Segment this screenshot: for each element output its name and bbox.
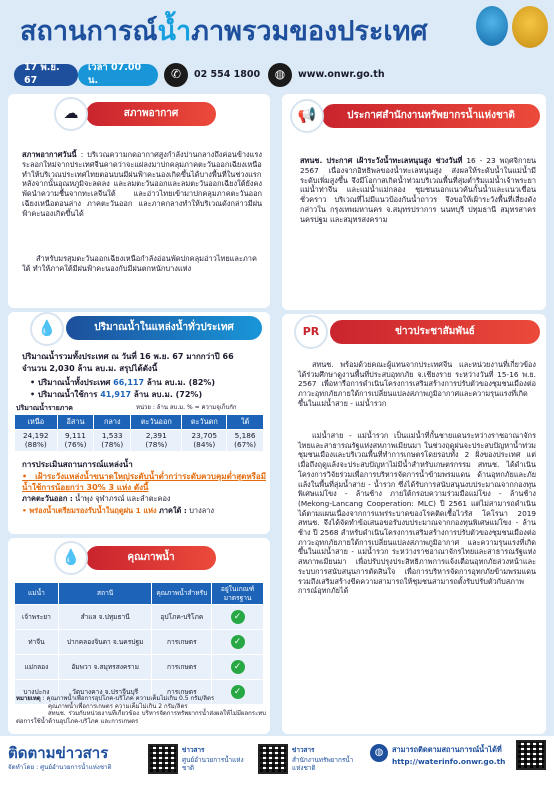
water-summary-line2: จำนวน 2,030 ล้าน ลบ.ม. สรุปได้ดังนี้ [22, 364, 158, 373]
quality-river-cell: แม่กลอง [15, 655, 59, 680]
globe-icon: ◍ [268, 63, 292, 87]
col-station: สถานี [58, 583, 152, 605]
usable-water-line: • ปริมาณน้ำใช้การ 41,917 ล้าน ลบ.ม. (72%) [30, 390, 203, 399]
quality-station-cell: สำแล จ.ปทุมธานี [58, 605, 152, 630]
qr2-label: ข่าวสาร [292, 746, 315, 754]
region-header: กลาง [94, 415, 131, 430]
region-header: ใต้ [227, 415, 264, 430]
check-icon: ✓ [231, 685, 245, 699]
government-seal-logo [512, 6, 548, 48]
weather-card [8, 94, 270, 308]
quality-status-cell [212, 655, 264, 680]
megaphone-icon: 📢 [290, 99, 324, 133]
news-para2: แม่น้ำสาย - แม่น้ำรวก เป็นแม่น้ำที่กั้นชายแดนระหว่างราชอาณาจักรไทยและสาธารณรัฐแห่งสหภาพเมียนมา ในช่วงฤดูฝนจะประสบปัญหาน้ำท่วมชุมชนเมืองและบริเวณพื้นที่ทำการเกษตรโดยรอบทั้ง 2 ฝั่งของประเทศ แต่เมื่อถึงฤดูแล้งจะประสบปัญหาไม่มีน้ำสำหรับเกษตรกรรม สทนช. ได้ดำเนินโครงการวิจัยร่วมเพื่อการบริหารจัดการน้ำข้ามพรมแดน ด้านอุทกภัยและภัยแล้งในพื้นที่ลุ่มน้ำสาย - น้ำรวก ซึ่งได้รับการสนับสนุนงบประมาณจากกองทุนพิเศษแม่โขง - ล้านช้าง ภายใต้กรอบความร่วมมือแม่โขง - ล้านช้าง (Mekong-Lancang Cooperation: MLC) ปี 2561 แต่ไม่สามารถดำเนินได้ตามแผนเนื่องจากการแพร่ระบาดของโรคติดเชื้อไวรัส โคโรนา 2019 สทนช. จึงได้จัดทำข้อเสนอขอรับงบประมาณจากกองทุนพิเศษแม่โขง - ล้านช้าง ปี 2568 สำหรับดำเนินโครงการเสริมสร้างการปรับตัวของชุมชนเมืองต่อภาวะอุทกภัยภายใต้การเปลี่ยนแปลงสภาพภูมิอากาศ และความรุนแรงที่เกิดขึ้นในแม่น้ำสาย - แม่น้ำรวก ระหว่างราชอาณาจักรไทยและสาธารณรัฐแห่งสหภาพเมียนมา เพื่อปรับปรุงประสิทธิภาพการแจ้งเตือนอุทกภัยล่วงหน้าและระบบการสนับสนุนการตัดสินใจ เพื่อการบริหารจัดการอุทกภัยข้ามพรมแดน รวมถึงเสริมสร้างขีดความสามารถให้ชุมชนสามารถตั้งรับปรับตัวกับสภาพการณ์อุทกภัยได้ [298, 431, 536, 596]
page-title: สถานการณ์น้ำภาพรวมของประเทศ [20, 16, 428, 47]
quality-status-cell [212, 630, 264, 655]
water-volume-heading: ปริมาณน้ำในแหล่งน้ำทั่วประเทศ [66, 316, 262, 340]
table-row [15, 605, 264, 630]
quality-river-cell: ท่าจีน [15, 630, 59, 655]
quality-type-cell: อุปโภค-บริโภค [152, 605, 212, 630]
region-caption: ปริมาณน้ำรายภาค [16, 404, 73, 412]
region-header: ตะวันตก [182, 415, 227, 430]
col-type: คุณภาพน้ำสำหรับ [152, 583, 212, 605]
globe-icon: ◍ [370, 744, 388, 762]
quality-type-cell: การเกษตร [152, 630, 212, 655]
unit-caption: หน่วย : ล้าน ลบ.ม. % = ความจุเก็บกัก [136, 404, 237, 411]
follow-title: ติดตามข่าวสาร [8, 744, 109, 762]
water-summary-line1: ปริมาณน้ำรวมทั้งประเทศ ณ วันที่ 16 พ.ย. 67 มากกว่าปี 66 [22, 352, 234, 361]
region-value: 1,533 (78%) [94, 429, 131, 451]
col-river: แม่น้ำ [15, 583, 59, 605]
qr1-label: ข่าวสาร [182, 746, 205, 754]
qr1-sub: ศูนย์อำนวยการน้ำแห่งชาติ [182, 756, 244, 772]
quality-station-cell: วัดบางคาง จ.ปราจีนบุรี [58, 680, 152, 705]
weather-heading: สภาพอากาศ [86, 102, 216, 126]
region-value: 23,705 (84%) [182, 429, 227, 451]
time-badge: เวลา 07.00 น. [78, 64, 158, 86]
announcement-card [282, 94, 546, 310]
quality-station-cell: ปากคลองจินดา จ.นครปฐม [58, 630, 152, 655]
table-row [15, 630, 264, 655]
drain-reservoir-line: • พร่องน้ำเตรียมรองรับน้ำในฤดูฝน 1 แห่ง ภาคใต้ : บางลาง [22, 506, 214, 515]
footer [0, 736, 554, 800]
check-icon: ✓ [231, 610, 245, 624]
weather-cloud-icon: ☁ [54, 97, 88, 131]
region-value: 9,111 (76%) [57, 429, 94, 451]
regional-water-table [14, 414, 264, 452]
date-badge: 17 พ.ย. 67 [14, 64, 78, 86]
check-icon: ✓ [231, 660, 245, 674]
qr2-sub: สำนักงานทรัพยากรน้ำแห่งชาติ [292, 756, 354, 772]
quality-status-cell [212, 605, 264, 630]
news-card [282, 314, 546, 734]
news-para1: สทนช. พร้อมด้วยคณะผู้แทนจากประเทศจีน และหน่วยงานที่เกี่ยวข้อง ได้ร่วมศึกษาดูงานพื้นที่ประสบอุทกภัย จ.เชียงราย ระหว่างวันที่ 15-16 พ.ย. 2567 เพื่อหารือการดำเนินโครงการเสริมสร้างการปรับตัวของชุมชนเมืองต่อภาวะอุทกภัยภายใต้การเปลี่ยนแปลงสภาพภูมิอากาศและความรุนแรงที่เกิดขึ้นในแม่น้ำสาย - แม่น้ำรวก [298, 360, 536, 408]
quality-note: หมายเหตุ : คุณภาพน้ำเพื่อการอุปโภค-บริโภค ความเค็มไม่เกิน 0.5 กรัม/ลิตร คุณภาพน้ำเพื่อการเกษตร ความเค็มไม่เกิน 2 กรัม/ลิตร สทนช. ร่วมกับหน่วยงานที่เกี่ยวข้อง บริหารจัดการทรัพยากรน้ำส่งผลให้ไม่มีผลกระทบต่อการใช้น้ำด้านอุปโภค-บริโภค และการเกษตร [16, 695, 266, 726]
region-value: 2,391 (78%) [131, 429, 182, 451]
water-quality-heading: คุณภาพน้ำ [86, 546, 216, 570]
east-reservoirs: ภาคตะวันออก : น้ำพุง จุฬาภรณ์ และลำตะคอง [22, 494, 171, 503]
weather-monsoon-text: สำหรับมรสุมตะวันออกเฉียงเหนือกำลังอ่อนพัดปกคลุมอ่าวไทยและภาคใต้ ทำให้ภาคใต้มีฝนฟ้าคะนองกับมีฝนตกหนักบางแห่ง [22, 254, 257, 273]
water-volume-card [8, 312, 270, 534]
site-url[interactable]: http://waterinfo.onwr.go.th [392, 757, 506, 766]
reservoir-icon: 💧 [30, 312, 64, 346]
region-value: 24,192 (88%) [15, 429, 58, 451]
site-title: สามารถติดตามสถานการณ์น้ำได้ที่ [392, 745, 502, 754]
phone-icon: ✆ [164, 63, 188, 87]
info-bar [0, 62, 554, 88]
website-link[interactable]: www.onwr.go.th [298, 69, 385, 80]
water-quality-card [8, 538, 270, 734]
quality-type-cell: การเกษตร [152, 655, 212, 680]
region-header: เหนือ [15, 415, 58, 430]
header [0, 0, 554, 64]
announcement-heading: ประกาศสำนักงานทรัพยากรน้ำแห่งชาติ [322, 104, 540, 128]
qr-code-waterinfo[interactable] [516, 740, 546, 770]
quality-river-cell: เจ้าพระยา [15, 605, 59, 630]
region-value: 5,186 (67%) [227, 429, 264, 451]
watch-reservoirs-text: • เฝ้าระวังแหล่งน้ำขนาดใหญ่ระดับน้ำต่ำกว่าระดับควบคุมต่ำสุดหรือมีน้ำใช้การน้อยกว่า 30% 3 แห่ง ดังนี้ [22, 472, 266, 492]
region-header: อีสาน [57, 415, 94, 430]
qr-code-onwr[interactable] [258, 744, 288, 774]
quality-type-cell: การเกษตร [152, 680, 212, 705]
check-icon: ✓ [231, 635, 245, 649]
quality-station-cell: อัมพวา จ.สมุทรสงคราม [58, 655, 152, 680]
water-drop-icon: 💧 [54, 541, 88, 575]
water-quality-table [14, 582, 264, 705]
assessment-title: การประเมินสถานการณ์แหล่งน้ำ [22, 460, 133, 469]
pr-icon: PR [294, 315, 328, 349]
qr-code-nwcc[interactable] [148, 744, 178, 774]
onwr-logo [476, 6, 508, 46]
phone-number[interactable]: 02 554 1800 [194, 69, 261, 80]
col-status: อยู่ในเกณฑ์มาตรฐาน [212, 583, 264, 605]
news-heading: ข่าวประชาสัมพันธ์ [330, 320, 540, 344]
announcement-text: สทนช. ประกาศ เฝ้าระวังน้ำทะเลหนุนสูง ช่วงวันที่ 16 - 23 พฤศจิกายน 2567 เนื่องจากอิทธิพลของน้ำทะเลหนุนสูง ส่งผลให้ระดับน้ำในแม่น้ำมีระดับเพิ่มสูงขึ้น จึงมีโอกาสเกิดน้ำท่วมบริเวณพื้นที่ลุ่มต่ำริมแม่น้ำเจ้าพระยา แม่น้ำท่าจีน และแม่น้ำแม่กลอง ชุมชนนอกแนวคันกั้นน้ำและแนวเขื่อนชั่วคราว บริเวณที่ไม่มีแนวป้องกันน้ำถาวร จึงขอให้เฝ้าระวังพื้นที่เสี่ยงดังกล่าวใน กรุงเทพมหานคร จ.สมุทรปราการ นนทบุรี ปทุมธานี สมุทรสาคร นครปฐม และสมุทรสงคราม [300, 156, 536, 224]
table-row [15, 655, 264, 680]
follow-sub: จัดทำโดย : ศูนย์อำนวยการน้ำแห่งชาติ [8, 764, 112, 771]
total-water-line: • ปริมาณน้ำทั้งประเทศ 66,117 ล้าน ลบ.ม. (82%) [30, 378, 216, 387]
quality-river-cell: บางปะกง [15, 680, 59, 705]
region-header: ตะวันออก [131, 415, 182, 430]
weather-text: สภาพอากาศวันนี้ : บริเวณความกดอากาศสูงกำลังปานกลางถึงค่อนข้างแรงระลอกใหม่จากประเทศจีนคาดว่าจะแผ่ลงมาปกคลุมภาคตะวันออกเฉียงเหนือทำให้บริเวณประเทศไทยตอนบนมีฝนฟ้าคะนองเกิดขึ้นได้บางพื้นที่ในช่วงแรก หลังจากนั้นอุณหภูมิจะลดลง และลมตะวันออกและลมตะวันออกเฉียงใต้ยังคงพัดนำความชื้นจากทะเลจีนใต้ และอ่าวไทยเข้ามาปกคลุมภาคตะวันออกเฉียงเหนือตอนล่าง ภาคตะวันออก และภาคกลางทำให้บริเวณดังกล่าวมีฝนฟ้าคะนองเกิดขึ้นได้ [22, 150, 262, 218]
